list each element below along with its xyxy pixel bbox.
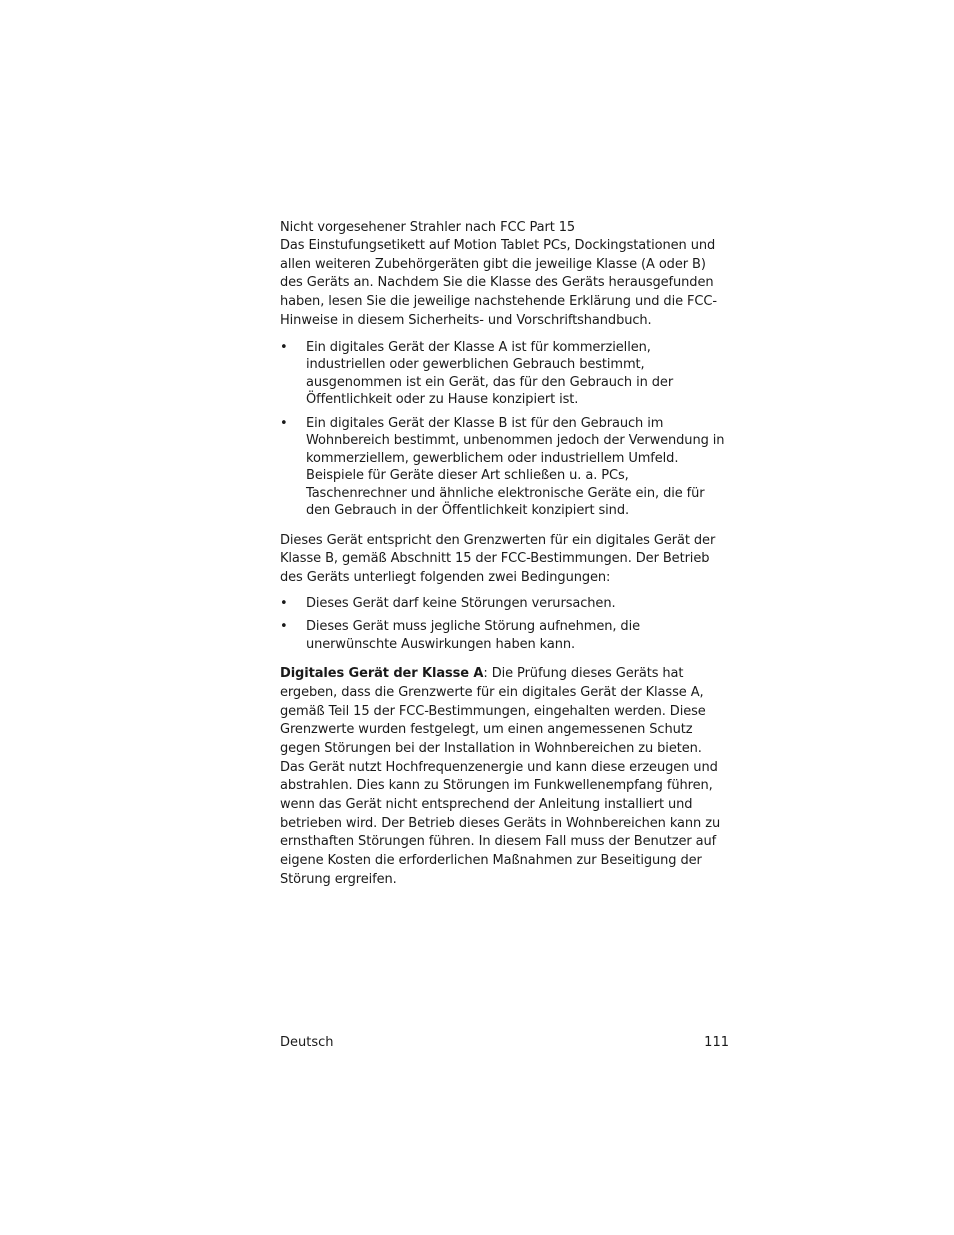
list-item-text: Ein digitales Gerät der Klasse A ist für kommerziellen, industriellen oder gewerblichen Gebrauch bestimmt, ausgenommen ist ein Gerät, das für den Gebrauch in der Öffentlichkeit oder zu Hause konzipiert ist. — [306, 339, 674, 408]
device-class-list — [280, 339, 730, 520]
limits-paragraph: Dieses Gerät entspricht den Grenzwerten für ein digitales Gerät der Klasse B, gemäß Abschnitt 15 der FCC-Bestimmungen. Der Betrieb des Geräts unterliegt folgenden zwei Bedingungen: — [280, 532, 716, 585]
page-number: 111 — [704, 1035, 729, 1050]
class-a-label: Digitales Gerät der Klasse A — [280, 666, 484, 682]
list-item-text: Dieses Gerät muss jegliche Störung aufnehmen, die unerwünschte Auswirkungen haben kann. — [306, 619, 640, 652]
section-heading: Nicht vorgesehener Strahler nach FCC Part 15 — [280, 220, 576, 235]
conditions-list — [280, 595, 730, 654]
list-item — [280, 415, 730, 520]
bullet-icon: • — [280, 415, 288, 431]
class-a-text: : Die Prüfung dieses Geräts hat ergeben, dass die Grenzwerte für ein digitales Gerät der Klasse A, gemäß Teil 15 der FCC-Bestimmungen, eingehalten werden. Diese Grenzwerte wurden festgelegt, um einen angemessenen Schutz gegen Störungen bei der Installation in Wohnbereichen zu bieten. Das Gerät nutzt Hochfrequenzenergie und kann diese erzeugen und abstrahlen. Dies kann zu Störungen im Funkwellenempfang führen, wenn das Gerät nicht entsprechend der Anleitung installiert und betrieben wird. Der Betrieb dieses Geräts in Wohnbereichen kann zu ernsthaften Störungen führen. In diesem Fall muss der Benutzer auf eigene Kosten die erforderlichen Maßnahmen zur Beseitigung der Störung ergreifen. — [280, 666, 721, 887]
bullet-icon: • — [280, 595, 288, 611]
bullet-icon: • — [280, 339, 288, 355]
document-body — [280, 219, 730, 890]
list-item — [280, 618, 730, 653]
intro-paragraph: Das Einstufungsetikett auf Motion Tablet PCs, Dockingstationen und allen weiteren Zubehörgeräten gibt die jeweilige Klasse (A oder B) des Geräts an. Nachdem Sie die Klasse des Geräts herausgefunden haben, lesen Sie die jeweilige nachstehende Erklärung und die FCC-Hinweise in diesem Sicherheits- und Vorschriftshandbuch. — [280, 238, 717, 328]
list-item-text: Ein digitales Gerät der Klasse B ist für den Gebrauch im Wohnbereich bestimmt, unbenommen jedoch der Verwendung in kommerziellem, gewerblichem oder industriellem Umfeld. Beispiele für Geräte dieser Art schließen u. a. PCs, Taschenrechner und ähnliche elektronische Geräte ein, die für den Gebrauch in der Öffentlichkeit konzipiert sind. — [306, 415, 725, 519]
list-item — [280, 595, 730, 613]
footer-language: Deutsch — [280, 1035, 334, 1050]
class-a-paragraph — [280, 665, 730, 889]
bullet-icon: • — [280, 619, 288, 635]
list-item-text: Dieses Gerät darf keine Störungen verursachen. — [306, 595, 616, 611]
list-item — [280, 339, 730, 409]
